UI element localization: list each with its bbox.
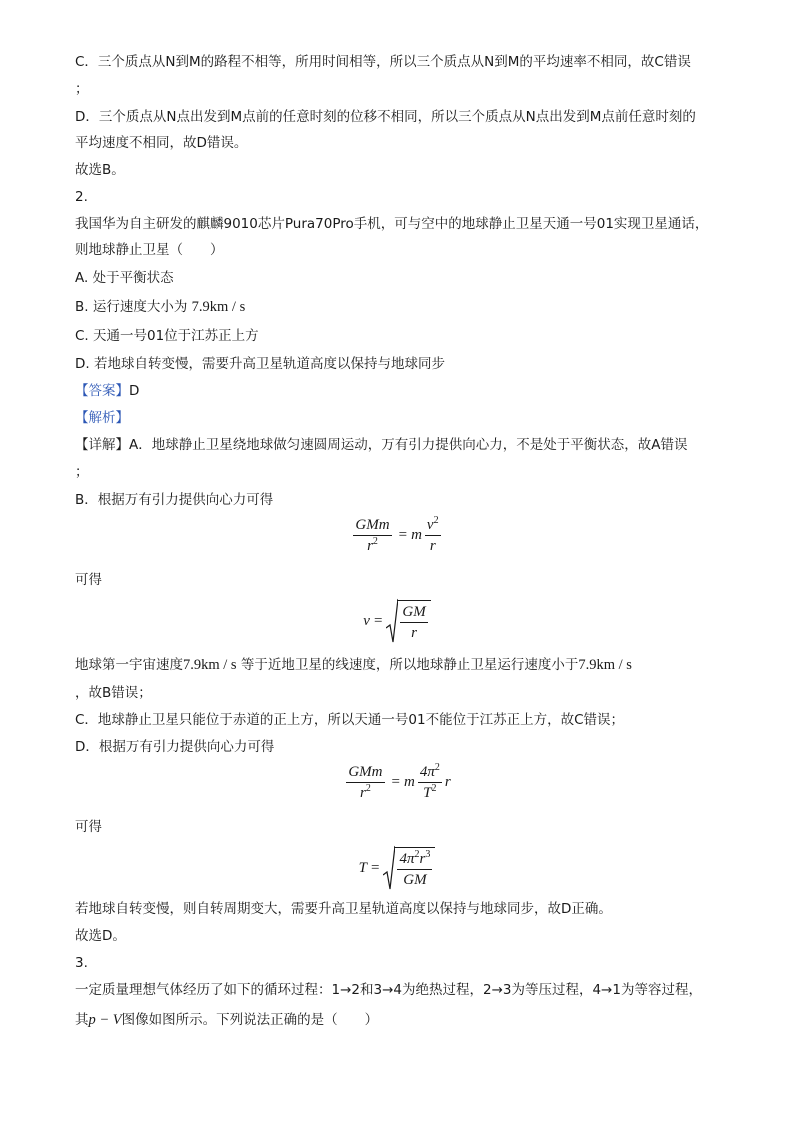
f3-eq: =: [391, 774, 400, 790]
answer-value: D: [129, 383, 140, 399]
first-speed-middle: 等于近地卫星的线速度，所以地球静止卫星运行速度小于: [240, 657, 579, 673]
f1-den-right: r: [429, 538, 436, 554]
f4-num-r: r: [419, 851, 426, 867]
text-line: A. 处于平衡状态: [75, 270, 174, 286]
f3-num-left: GMm: [346, 763, 384, 783]
formula-period-relation: $\frac{\text{GMm}}{r^2}$ = m $\frac{4\pi^2}{T^2}$ r: [348, 762, 451, 801]
text-line: ；: [75, 81, 89, 97]
text-line: 【详解】A．地球静止卫星绕地球做匀速圆周运动，万有引力提供向心力，不是处于平衡状态，故A错误: [75, 437, 688, 453]
text-line: 则地球静止卫星（ ）: [75, 242, 224, 258]
text-line: 平均速度不相同，故D错误。: [75, 135, 248, 151]
first-speed-value: 7.9km / s: [183, 657, 237, 673]
f4-eq: =: [371, 859, 380, 876]
text-line: 我国华为自主研发的麒麟9010芯片Pura70Pro手机，可与空中的地球静止卫星天通一号01实现卫星通话，: [75, 216, 709, 232]
first-speed-prefix: 地球第一宇宙速度: [75, 657, 183, 673]
last-line-suffix: 图像如图所示。下列说法正确的是（ ）: [121, 1012, 379, 1028]
pv-label: p − V: [88, 1012, 122, 1028]
answer-label: 【答案】: [75, 383, 129, 399]
f1-num-right: v: [426, 517, 434, 533]
text-line: C．三个质点从N到M的路程不相等，所用时间相等，所以三个质点从N到M的平均速率不相同，故C错误: [75, 54, 691, 70]
f1-den-left: r: [367, 538, 373, 554]
formula-velocity: [0, 598, 794, 644]
text-line: B．根据万有引力提供向心力可得: [75, 492, 274, 508]
text-line: C．地球静止卫星只能位于赤道的正上方，所以天通一号01不能位于江苏正上方，故C错误；: [75, 712, 625, 728]
text-line: C. 天通一号01位于江苏正上方: [75, 328, 259, 344]
last-line-prefix: 其: [75, 1012, 89, 1028]
f4-lhs: T: [358, 859, 367, 876]
text-line: 一定质量理想气体经历了如下的循环过程：1→2和3→4为绝热过程，2→3为等压过程，4→1为等容过程，: [75, 982, 702, 998]
f2-eq: =: [373, 612, 383, 629]
text-line: ，故B错误；: [75, 685, 152, 701]
text-line: 故选B。: [75, 162, 125, 178]
text-line: D．根据万有引力提供向心力可得: [75, 739, 275, 755]
text-line: ；: [75, 464, 89, 480]
analysis-label: 【解析】: [75, 410, 129, 426]
text-line: 若地球自转变慢，则自转周期变大，需要升高卫星轨道高度以保持与地球同步，故D正确。: [75, 901, 612, 917]
first-speed-value-2: 7.9km / s: [578, 657, 632, 673]
f1-eq: =: [398, 527, 408, 543]
f3-den-right: T: [423, 785, 432, 801]
f3-den-left: r: [359, 785, 366, 801]
f3-m: m: [403, 774, 415, 790]
formula-gravity-centripetal: $\frac{\text{GMm}}{r^2}$ = m $\frac{v^2}{r}$: [355, 515, 439, 554]
text-line: 可得: [75, 819, 102, 835]
option-b-speed: 7.9km / s: [191, 299, 246, 315]
f4-num: 4π: [399, 851, 415, 867]
f1-m: m: [411, 527, 422, 543]
f1-num-left: GMm: [353, 516, 391, 536]
formula-period: T = $\frac{4\pi^2r^3}{GM}$: [0, 845, 794, 891]
option-b: [75, 297, 245, 317]
f4-den: GM: [403, 872, 427, 888]
first-speed-line: [75, 655, 632, 675]
text-line: 2.: [75, 189, 88, 205]
text-line: 可得: [75, 572, 102, 588]
f2-den: r: [411, 625, 417, 641]
text-line: 故选D。: [75, 928, 126, 944]
text-line: D. 若地球自转变慢，需要升高卫星轨道高度以保持与地球同步: [75, 356, 445, 372]
f2-lhs: v: [363, 612, 370, 629]
text-line: 3.: [75, 955, 88, 971]
text-line: D．三个质点从N点出发到M点前的任意时刻的位移不相同，所以三个质点从N点出发到M点前任意时刻的: [75, 109, 696, 125]
f2-num: GM: [400, 603, 427, 623]
option-b-text: B. 运行速度大小为: [75, 299, 188, 315]
last-line: [75, 1010, 378, 1030]
f3-tail: r: [444, 774, 451, 790]
f3-num-right: 4π: [419, 764, 435, 780]
answer-line: [75, 381, 139, 401]
